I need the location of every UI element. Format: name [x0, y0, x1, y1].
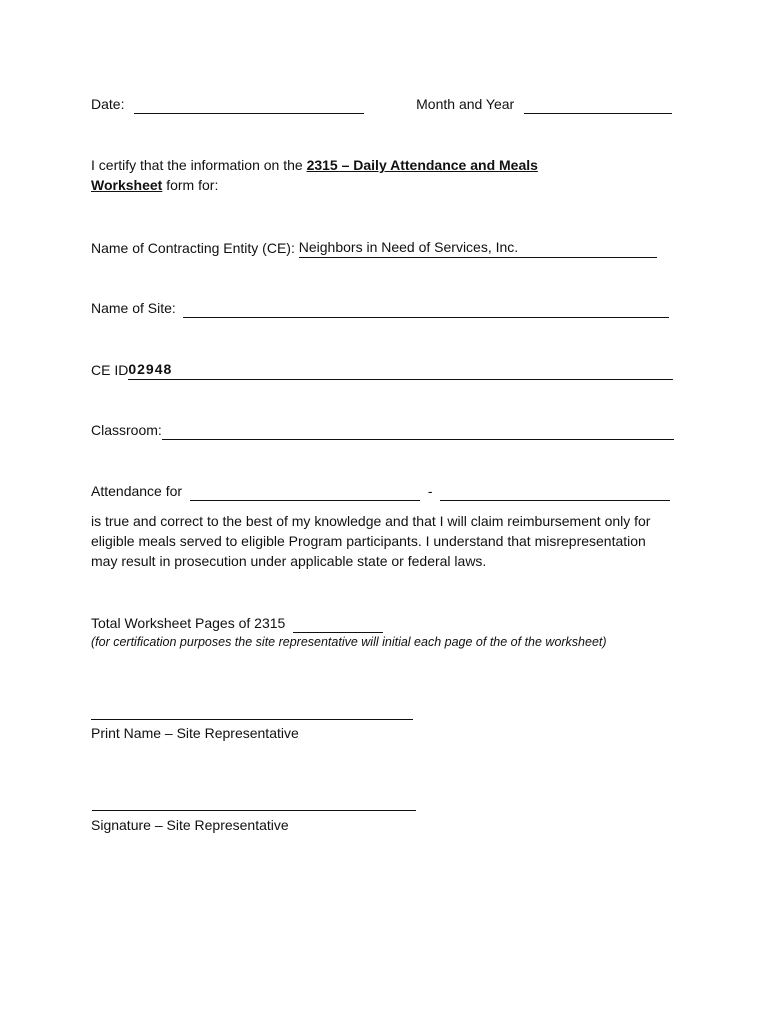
signature-label: Signature – Site Representative: [91, 817, 289, 833]
pages-label: Total Worksheet Pages of 2315: [91, 615, 286, 631]
classroom-label: Classroom:: [91, 422, 162, 438]
ceid-row: [91, 359, 673, 380]
certify-suffix: form for:: [162, 177, 219, 193]
date-row: [91, 94, 672, 114]
ceid-value: 02948: [128, 361, 173, 377]
signature-field[interactable]: [92, 810, 416, 811]
ceid-field[interactable]: [128, 359, 673, 380]
certify-intro: [91, 155, 691, 195]
print-name-field[interactable]: [91, 719, 413, 720]
pages-note: (for certification purposes the site representative will initial each page of the of the worksheet): [91, 635, 607, 649]
print-name-label: Print Name – Site Representative: [91, 725, 299, 741]
month-year-label: Month and Year: [416, 96, 515, 112]
classroom-row: [91, 420, 674, 440]
pages-row: [91, 613, 383, 633]
certification-statement: is true and correct to the best of my knowledge and that I will claim reimbursement only for eligible meals served to eligible Program participants. I understand that misrepresentation may result in prosecution under applicable state or federal laws.: [91, 513, 651, 569]
attendance-separator: -: [427, 483, 433, 499]
ce-field[interactable]: [299, 237, 657, 258]
site-row: [91, 298, 669, 318]
attendance-end-field[interactable]: [440, 483, 670, 501]
date-label: Date:: [91, 96, 125, 112]
ce-row: [91, 237, 657, 258]
month-year-field[interactable]: [524, 96, 672, 114]
ceid-label: CE ID: [91, 362, 129, 378]
attendance-row: [91, 481, 670, 501]
ce-label: Name of Contracting Entity (CE):: [91, 240, 299, 256]
certify-intro-text: I certify that the information on the: [91, 157, 307, 173]
pages-field[interactable]: [293, 615, 383, 633]
attendance-start-field[interactable]: [190, 483, 420, 501]
site-field[interactable]: [183, 300, 669, 318]
attendance-label: Attendance for: [91, 483, 183, 499]
site-label: Name of Site:: [91, 300, 176, 316]
form-title-line2: Worksheet: [91, 177, 163, 193]
date-field[interactable]: [134, 96, 364, 114]
ce-value: Neighbors in Need of Services, Inc.: [298, 239, 519, 255]
classroom-field[interactable]: [162, 422, 674, 440]
form-title-line1: 2315 – Daily Attendance and Meals: [306, 157, 538, 173]
